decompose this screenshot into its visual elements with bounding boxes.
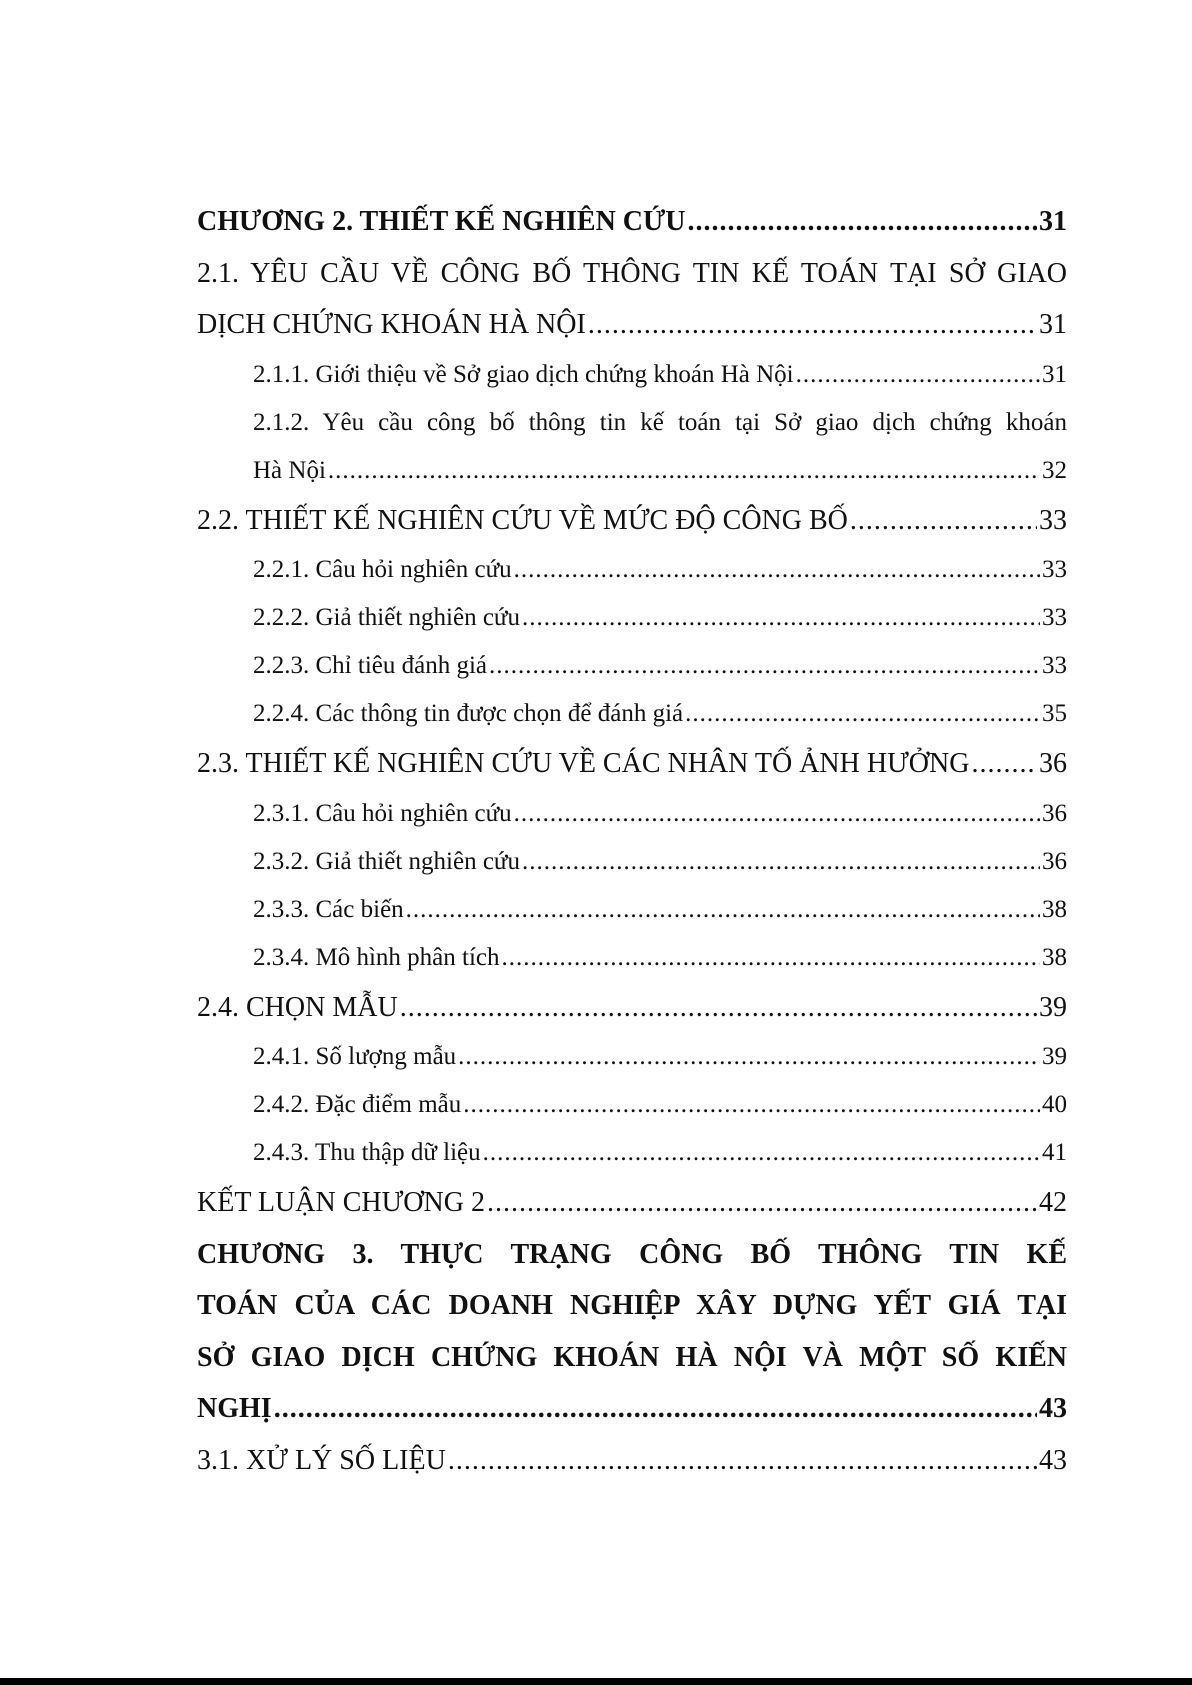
toc-entry-page: 38 — [1042, 895, 1067, 923]
toc-entry-page: 33 — [1042, 652, 1067, 679]
toc-entry-label: CHƯƠNG 2. THIẾT KẾ NGHIÊN CỨU — [197, 206, 686, 237]
toc-entry[interactable] — [197, 1177, 1067, 1229]
toc-entry-page: 31 — [1039, 206, 1067, 237]
toc-entry-label: NGHỊ — [197, 1393, 272, 1424]
toc-entry[interactable] — [253, 351, 1067, 399]
toc-leader — [502, 934, 1040, 982]
toc-entry[interactable] — [253, 886, 1067, 934]
toc-entry-label: 2.4.1. Số lượng mẫu — [253, 1043, 457, 1070]
toc-entry[interactable] — [253, 399, 1067, 495]
toc-entry-label: Hà Nội — [253, 456, 326, 484]
toc-entry[interactable] — [253, 690, 1067, 738]
toc-leader — [796, 351, 1040, 399]
toc-entry-page: 43 — [1039, 1393, 1067, 1424]
toc-entry[interactable] — [197, 495, 1067, 547]
toc-entry[interactable] — [253, 1081, 1067, 1129]
toc-entry[interactable] — [253, 838, 1067, 886]
toc-entry-label: 3.1. XỬ LÝ SỐ LIỆU — [197, 1444, 446, 1476]
toc-entry[interactable] — [197, 738, 1067, 790]
toc-entry[interactable] — [197, 248, 1067, 351]
toc-entry-page: 39 — [1039, 991, 1067, 1023]
toc-entry-label: 2.3.3. Các biến — [253, 895, 404, 923]
toc-entry-page: 43 — [1039, 1444, 1067, 1476]
toc-entry-label-line: 2.1.2. Yêu cầu công bố thông tin kế toán tại Sở giao dịch chứng khoán — [253, 408, 1067, 436]
toc-leader — [458, 1033, 1040, 1081]
toc-leader — [522, 838, 1040, 886]
toc-leader — [522, 594, 1040, 642]
toc-entry-label: 2.3.4. Mô hình phân tích — [253, 943, 500, 971]
toc-entry-page: 36 — [1042, 799, 1067, 827]
toc-entry-label: 2.4. CHỌN MẪU — [197, 991, 398, 1023]
toc-leader — [483, 1129, 1040, 1177]
toc-entry[interactable] — [253, 1129, 1067, 1177]
toc-leader — [463, 1081, 1040, 1129]
toc-leader — [971, 738, 1037, 790]
toc-entry-label-line: TOÁN CỦA CÁC DOANH NGHIỆP XÂY DỰNG YẾT GIÁ TẠI — [197, 1290, 1067, 1321]
toc-entry-label: 2.4.2. Đặc điểm mẫu — [253, 1091, 462, 1118]
toc-entry-page: 35 — [1042, 700, 1067, 727]
toc-entry-page: 40 — [1042, 1091, 1067, 1118]
toc-leader — [487, 1177, 1037, 1229]
toc-leader — [400, 982, 1037, 1034]
toc-leader — [685, 690, 1040, 738]
toc-leader — [328, 447, 1040, 495]
toc-entry-label-line: CHƯƠNG 3. THỰC TRẠNG CÔNG BỐ THÔNG TIN KẾ — [197, 1238, 1067, 1270]
toc-entry[interactable] — [197, 982, 1067, 1034]
toc-entry[interactable] — [253, 546, 1067, 594]
toc-entry-page: 36 — [1042, 847, 1067, 875]
toc-entry[interactable] — [253, 934, 1067, 982]
toc-entry-page: 36 — [1039, 748, 1067, 779]
toc-leader — [274, 1383, 1037, 1435]
toc-entry-label: 2.1.1. Giới thiệu về Sở giao dịch chứng khoán Hà Nội — [253, 360, 794, 388]
toc-entry-label: 2.2. THIẾT KẾ NGHIÊN CỨU VỀ MỨC ĐỘ CÔNG BỐ — [197, 504, 848, 536]
toc-entry-label: 2.3. THIẾT KẾ NGHIÊN CỨU VỀ CÁC NHÂN TỐ ẢNH HƯỞNG — [197, 748, 970, 779]
toc-entry-label: 2.3.2. Giả thiết nghiên cứu — [253, 847, 520, 875]
toc-entry-label: 2.2.1. Câu hỏi nghiên cứu — [253, 556, 512, 583]
toc-leader — [688, 196, 1037, 248]
toc-entry-label: DỊCH CHỨNG KHOÁN HÀ NỘI — [197, 309, 586, 340]
toc-entry-label: 2.3.1. Câu hỏi nghiên cứu — [253, 799, 512, 827]
toc-entry-page: 39 — [1042, 1043, 1067, 1070]
toc-entry-page: 31 — [1042, 360, 1067, 388]
toc-entry-label-line: 2.1. YÊU CẦU VỀ CÔNG BỐ THÔNG TIN KẾ TOÁN TẠI SỞ GIAO — [197, 257, 1067, 289]
toc-entry[interactable] — [197, 1229, 1067, 1435]
toc-leader — [489, 642, 1040, 690]
toc-entry[interactable] — [197, 196, 1067, 248]
toc-entry[interactable] — [253, 594, 1067, 642]
toc-entry-page: 33 — [1039, 504, 1067, 536]
toc-leader — [406, 886, 1040, 934]
toc-entry[interactable] — [197, 1435, 1067, 1487]
toc-leader — [850, 495, 1037, 547]
toc-entry-page: 31 — [1039, 309, 1067, 340]
toc-entry-page: 32 — [1042, 456, 1067, 484]
toc-leader — [448, 1435, 1037, 1487]
toc-entry-label: 2.2.2. Giả thiết nghiên cứu — [253, 604, 520, 631]
toc-entry-label-line: SỞ GIAO DỊCH CHỨNG KHOÁN HÀ NỘI VÀ MỘT SỐ KIẾN — [197, 1341, 1067, 1373]
toc-entry-label: 2.2.4. Các thông tin được chọn để đánh giá — [253, 700, 684, 727]
toc-entry[interactable] — [253, 642, 1067, 690]
toc-entry-label: 2.4.3. Thu thập dữ liệu — [253, 1139, 481, 1166]
toc-leader — [514, 790, 1040, 838]
toc-entry-label: KẾT LUẬN CHƯƠNG 2 — [197, 1187, 485, 1218]
page-bottom-border — [0, 1678, 1192, 1685]
toc-entry-page: 33 — [1042, 556, 1067, 583]
toc-leader — [514, 546, 1040, 594]
toc-entry-page: 38 — [1042, 943, 1067, 971]
table-of-contents — [197, 196, 1067, 1486]
toc-leader — [588, 299, 1037, 351]
toc-entry[interactable] — [253, 790, 1067, 838]
toc-entry-page: 42 — [1039, 1187, 1067, 1218]
toc-entry-page: 33 — [1042, 604, 1067, 631]
toc-entry-page: 41 — [1042, 1139, 1067, 1166]
toc-entry-label: 2.2.3. Chỉ tiêu đánh giá — [253, 652, 487, 679]
toc-entry[interactable] — [253, 1033, 1067, 1081]
